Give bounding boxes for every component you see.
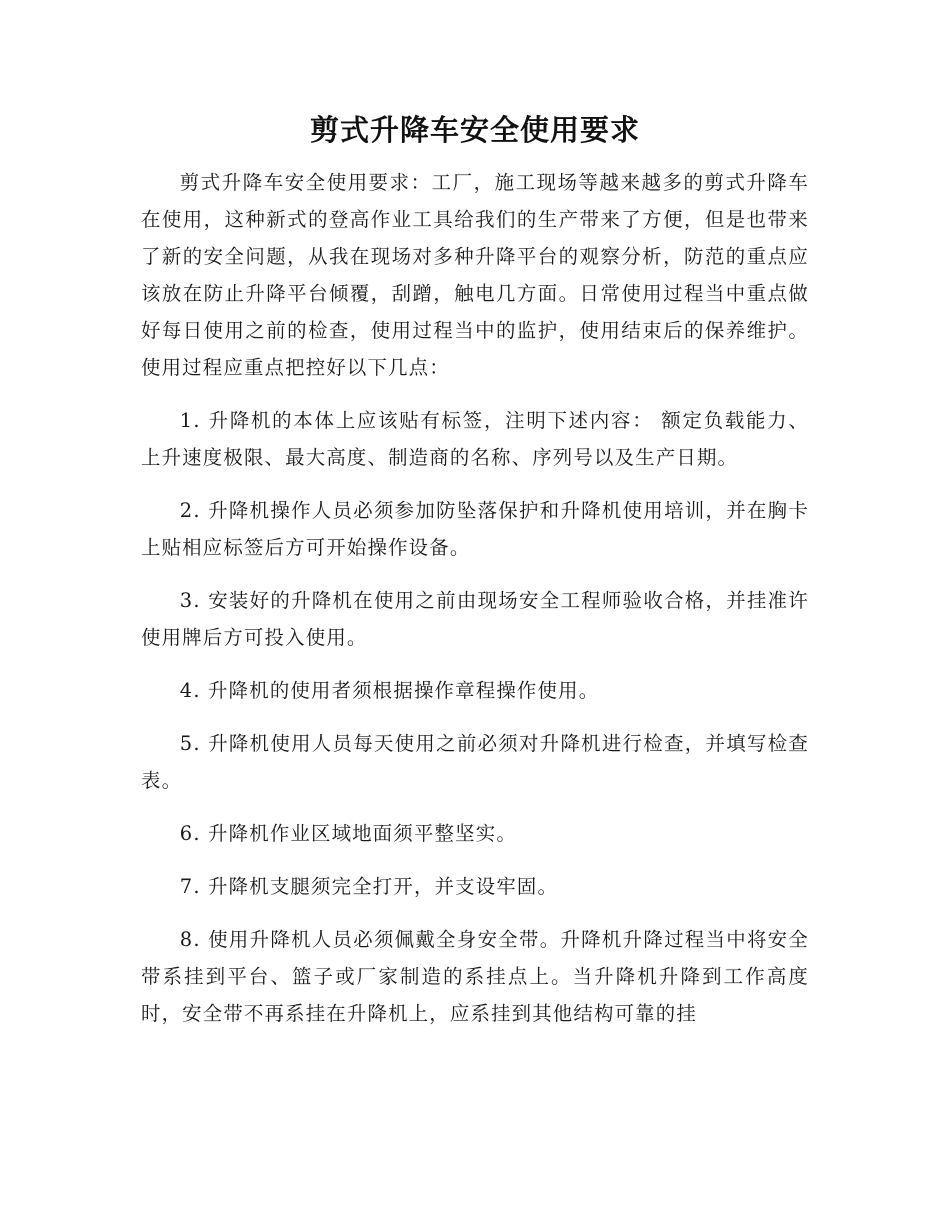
list-item: 8. 使用升降机人员必须佩戴全身安全带。升降机升降过程当中将安全带系挂到平台、篮子或厂家制造的系挂点上。当升降机升降到工作高度时，安全带不再系挂在升降机上，应系挂到其他结构可靠的挂 [141,928,809,1025]
document-body [141,164,809,1032]
list-item: 5. 升降机使用人员每天使用之前必须对升降机进行检查，并填写检查表。 [141,732,809,792]
list-item: 4. 升降机的使用者须根据操作章程操作使用。 [179,679,600,702]
list-item: 6. 升降机作业区域地面须平整坚实。 [179,822,517,845]
list-item: 2. 升降机操作人员必须参加防坠落保护和升降机使用培训，并在胸卡上贴相应标签后方可开始操作设备。 [141,499,809,559]
intro-paragraph: 剪式升降车安全使用要求：工厂，施工现场等越来越多的剪式升降车在使用，这种新式的登高作业工具给我们的生产带来了方便，但是也带来了新的安全问题，从我在现场对多种升降平台的观察分析，防范的重点应该放在防止升降平台倾覆，刮蹭，触电几方面。日常使用过程当中重点做好每日使用之前的检查，使用过程当中的监护，使用结束后的保养维护。使用过程应重点把控好以下几点： [141,171,809,379]
list-item: 1. 升降机的本体上应该贴有标签，注明下述内容： 额定负载能力、上升速度极限、最大高度、制造商的名称、序列号以及生产日期。 [141,409,809,469]
list-item: 7. 升降机支腿须完全打开，并支设牢固。 [179,875,559,898]
document-title: 剪式升降车安全使用要求 [309,113,640,147]
list-item: 3. 安装好的升降机在使用之前由现场安全工程师验收合格，并挂准许使用牌后方可投入使用。 [141,589,809,649]
